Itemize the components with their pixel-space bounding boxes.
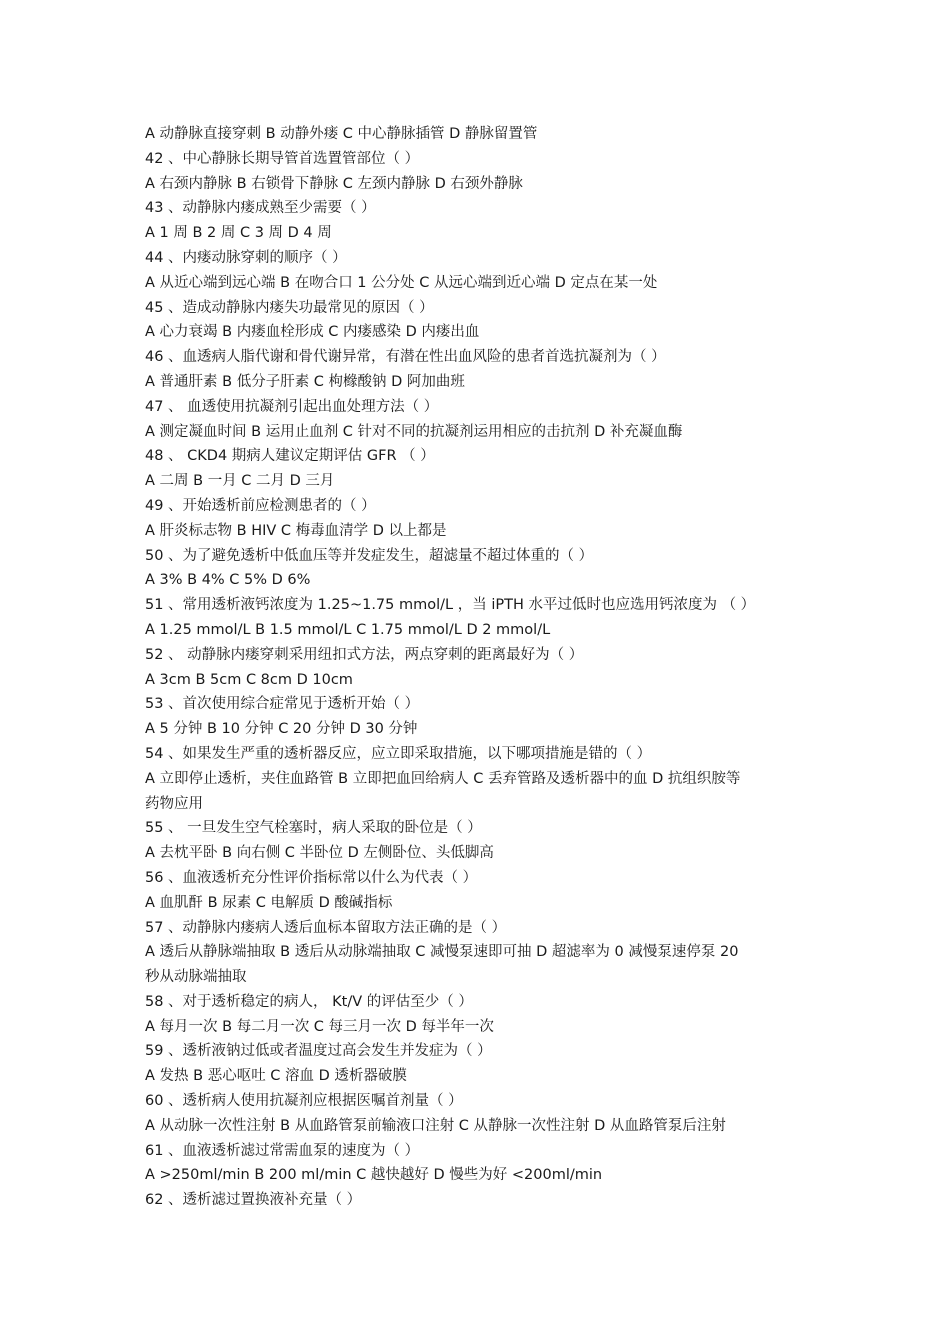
answer-options-53: A 5 分钟 B 10 分钟 C 20 分钟 D 30 分钟 [145, 721, 418, 738]
question-61: 61 、血液透析滤过常需血泵的速度为（ ） [145, 1142, 420, 1159]
answer-options-50: A 3% B 4% C 5% D 6% [145, 572, 311, 589]
question-45: 45 、造成动静脉内瘘失功最常见的原因（ ） [145, 299, 434, 316]
answer-options-43: A 1 周 B 2 周 C 3 周 D 4 周 [145, 225, 332, 242]
question-53: 53 、首次使用综合症常见于透析开始（ ） [145, 696, 420, 713]
question-47: 47 、 血透使用抗凝剂引起出血处理方法（ ） [145, 398, 439, 415]
answer-options-54: A 立即停止透析，夹住血路管 B 立即把血回给病人 C 丢弃管路及透析器中的血 D 抗组织胺等 [145, 770, 741, 787]
answer-options-57-continued: 秒从动脉端抽取 [145, 969, 247, 986]
question-42: 42 、中心静脉长期导管首选置管部位（ ） [145, 150, 420, 167]
answer-options-51: A 1.25 mmol/L B 1.5 mmol/L C 1.75 mmol/L D 2 mmol/L [145, 621, 551, 638]
question-58: 58 、对于透析稳定的病人， Kt/V 的评估至少（ ） [145, 993, 473, 1010]
question-44: 44 、内瘘动脉穿刺的顺序（ ） [145, 249, 347, 266]
question-59: 59 、透析液钠过低或者温度过高会发生并发症为（ ） [145, 1043, 492, 1060]
question-60: 60 、透析病人使用抗凝剂应根据医嘱首剂量（ ） [145, 1093, 463, 1110]
question-list [145, 122, 815, 1213]
question-46: 46 、血透病人脂代谢和骨代谢异常，有潜在性出血风险的患者首选抗凝剂为（ ） [145, 349, 666, 366]
answer-options-56: A 血肌酐 B 尿素 C 电解质 D 酸碱指标 [145, 894, 393, 911]
answer-options-61: A >250ml/min B 200 ml/min C 越快越好 D 慢些为好 <200ml/min [145, 1167, 603, 1184]
question-50: 50 、为了避免透析中低血压等并发症发生，超滤量不超过体重的（ ） [145, 547, 594, 564]
answer-options-59: A 发热 B 恶心呕吐 C 溶血 D 透析器破膜 [145, 1068, 407, 1085]
answer-options-58: A 每月一次 B 每二月一次 C 每三月一次 D 每半年一次 [145, 1018, 494, 1035]
question-56: 56 、血液透析充分性评价指标常以什么为代表（ ） [145, 869, 478, 886]
answer-options-52: A 3cm B 5cm C 8cm D 10cm [145, 671, 353, 688]
answer-options-46: A 普通肝素 B 低分子肝素 C 枸橼酸钠 D 阿加曲班 [145, 373, 465, 390]
answer-options-47: A 测定凝血时间 B 运用止血剂 C 针对不同的抗凝剂运用相应的击抗剂 D 补充凝血酶 [145, 423, 683, 440]
question-55: 55 、 一旦发生空气栓塞时，病人采取的卧位是（ ） [145, 820, 482, 837]
answer-options-42: A 右颈内静脉 B 右锁骨下静脉 C 左颈内静脉 D 右颈外静脉 [145, 175, 523, 192]
answer-options-54-continued: 药物应用 [145, 795, 203, 812]
question-52: 52 、 动静脉内瘘穿刺采用纽扣式方法，两点穿刺的距离最好为（ ） [145, 646, 584, 663]
question-57: 57 、动静脉内瘘病人透后血标本留取方法正确的是（ ） [145, 919, 507, 936]
question-54: 54 、如果发生严重的透析器反应，应立即采取措施，以下哪项措施是错的（ ） [145, 745, 652, 762]
answer-options-48: A 二周 B 一月 C 二月 D 三月 [145, 473, 335, 490]
question-43: 43 、动静脉内瘘成熟至少需要（ ） [145, 200, 376, 217]
answer-options-57: A 透后从静脉端抽取 B 透后从动脉端抽取 C 减慢泵速即可抽 D 超滤率为 0 减慢泵速停泵 20 [145, 944, 739, 961]
question-62: 62 、透析滤过置换液补充量（ ） [145, 1192, 362, 1209]
answer-options-55: A 去枕平卧 B 向右侧 C 半卧位 D 左侧卧位、头低脚高 [145, 845, 494, 862]
answer-options-49: A 肝炎标志物 B HIV C 梅毒血清学 D 以上都是 [145, 522, 447, 539]
question-48: 48 、 CKD4 期病人建议定期评估 GFR （ ） [145, 448, 435, 465]
answer-options-41: A 动静脉直接穿刺 B 动静外瘘 C 中心静脉插管 D 静脉留置管 [145, 126, 538, 142]
question-49: 49 、开始透析前应检测患者的（ ） [145, 497, 376, 514]
answer-options-45: A 心力衰竭 B 内瘘血栓形成 C 内瘘感染 D 内瘘出血 [145, 324, 480, 341]
question-51: 51 、常用透析液钙浓度为 1.25~1.75 mmol/L ，当 iPTH 水平过低时也应选用钙浓度为 （ ） [145, 597, 756, 614]
answer-options-44: A 从近心端到远心端 B 在吻合口 1 公分处 C 从远心端到近心端 D 定点在某一处 [145, 274, 658, 291]
answer-options-60: A 从动脉一次性注射 B 从血路管泵前输液口注射 C 从静脉一次性注射 D 从血路管泵后注射 [145, 1117, 726, 1134]
